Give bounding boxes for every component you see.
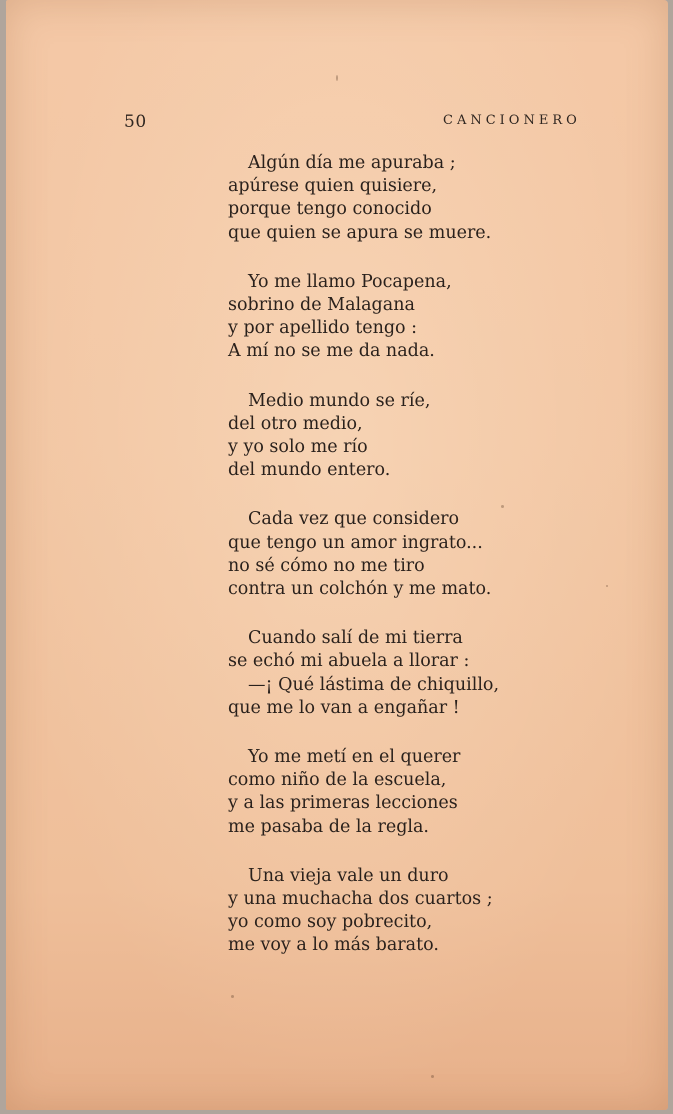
running-head: CANCIONERO xyxy=(443,113,581,128)
verse-line: y por apellido tengo : xyxy=(228,318,418,339)
verse-line: apúrese quien quisiere, xyxy=(228,176,438,197)
stanza-5 xyxy=(228,627,608,720)
verse-line: Algún día me apuraba ; xyxy=(248,153,456,173)
poem xyxy=(228,152,608,984)
stanza-6 xyxy=(228,746,608,839)
verse-line: que quien se apura se muere. xyxy=(228,222,492,243)
paper-speck xyxy=(231,995,234,998)
verse-line: Una vieja vale un duro xyxy=(248,865,449,886)
verse-line: que tengo un amor ingrato... xyxy=(228,532,483,553)
paper-speck xyxy=(431,1075,434,1078)
verse-line: se echó mi abuela a llorar : xyxy=(228,651,470,672)
page-number: 50 xyxy=(124,112,147,132)
paper-speck xyxy=(336,75,338,81)
verse-line: y a las primeras lecciones xyxy=(228,793,458,814)
verse-line: Medio mundo se ríe, xyxy=(248,390,431,411)
verse-line: porque tengo conocido xyxy=(228,199,432,220)
verse-line: y yo solo me río xyxy=(228,437,368,458)
verse-line: no sé cómo no me tiro xyxy=(228,555,425,576)
stanza-3 xyxy=(228,390,608,483)
stanza-2 xyxy=(228,271,608,364)
stanza-4 xyxy=(228,508,608,601)
verse-line: Cuando salí de mi tierra xyxy=(248,628,463,649)
book-page xyxy=(6,0,668,1110)
verse-line: Yo me llamo Pocapena, xyxy=(248,271,452,292)
verse-line: contra un colchón y me mato. xyxy=(228,579,492,600)
verse-line: que me lo van a engañar ! xyxy=(228,697,460,718)
verse-line: A mí no se me da nada. xyxy=(228,341,435,362)
verse-line: Cada vez que considero xyxy=(248,509,460,530)
verse-line: y una muchacha dos cuartos ; xyxy=(228,889,493,910)
verse-line: como niño de la escuela, xyxy=(228,770,447,791)
verse-line: me voy a lo más barato. xyxy=(228,935,439,956)
verse-line: Yo me metí en el querer xyxy=(248,747,461,768)
verse-line: me pasaba de la regla. xyxy=(228,816,429,837)
verse-line: sobrino de Malagana xyxy=(228,295,415,316)
verse-line: —¡ Qué lástima de chiquillo, xyxy=(248,674,500,695)
stanza-1 xyxy=(228,152,608,245)
verse-line: del mundo entero. xyxy=(228,460,391,481)
verse-line: yo como soy pobrecito, xyxy=(228,912,433,933)
verse-line: del otro medio, xyxy=(228,413,363,434)
stanza-7 xyxy=(228,865,608,958)
